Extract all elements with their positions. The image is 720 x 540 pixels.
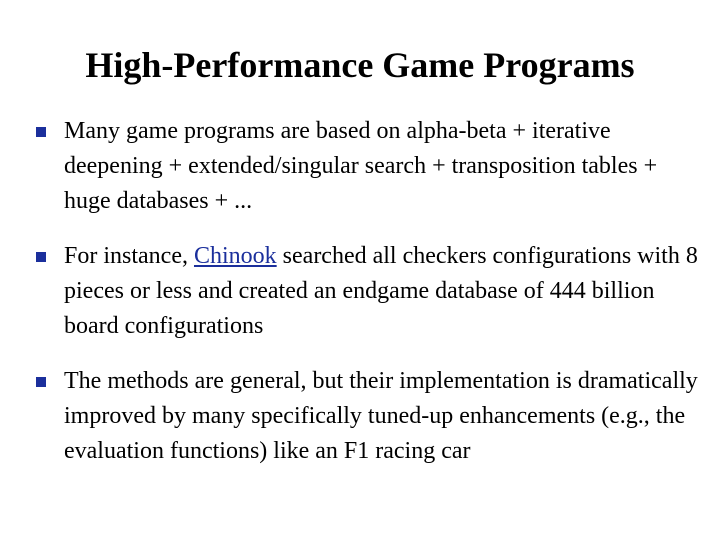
bullet-item bbox=[34, 114, 704, 219]
square-bullet-icon bbox=[36, 377, 46, 387]
bullet-item bbox=[34, 239, 704, 344]
square-bullet-icon bbox=[36, 127, 46, 137]
chinook-link[interactable]: Chinook bbox=[193, 243, 277, 269]
slide-title: High-Performance Game Programs bbox=[85, 45, 635, 85]
square-bullet-icon bbox=[36, 252, 46, 262]
bullet-text: The methods are general, but their implementation is dramatically improved by many specifically tuned-up enhancements (e.g., the evaluation functions) like an F1 racing car bbox=[64, 368, 698, 464]
bullet-text: Many game programs are based on alpha-beta + iterative deepening + extended/singular search + transposition tables + huge databases + ... bbox=[64, 118, 658, 214]
bullet-text-prefix: For instance, bbox=[64, 243, 194, 269]
bullet-list bbox=[34, 114, 704, 489]
bullet-text-suffix: searched all checkers configurations with 8 pieces or less and created an endgame database of 444 billion board configurations bbox=[64, 243, 698, 339]
bullet-item bbox=[34, 364, 704, 469]
